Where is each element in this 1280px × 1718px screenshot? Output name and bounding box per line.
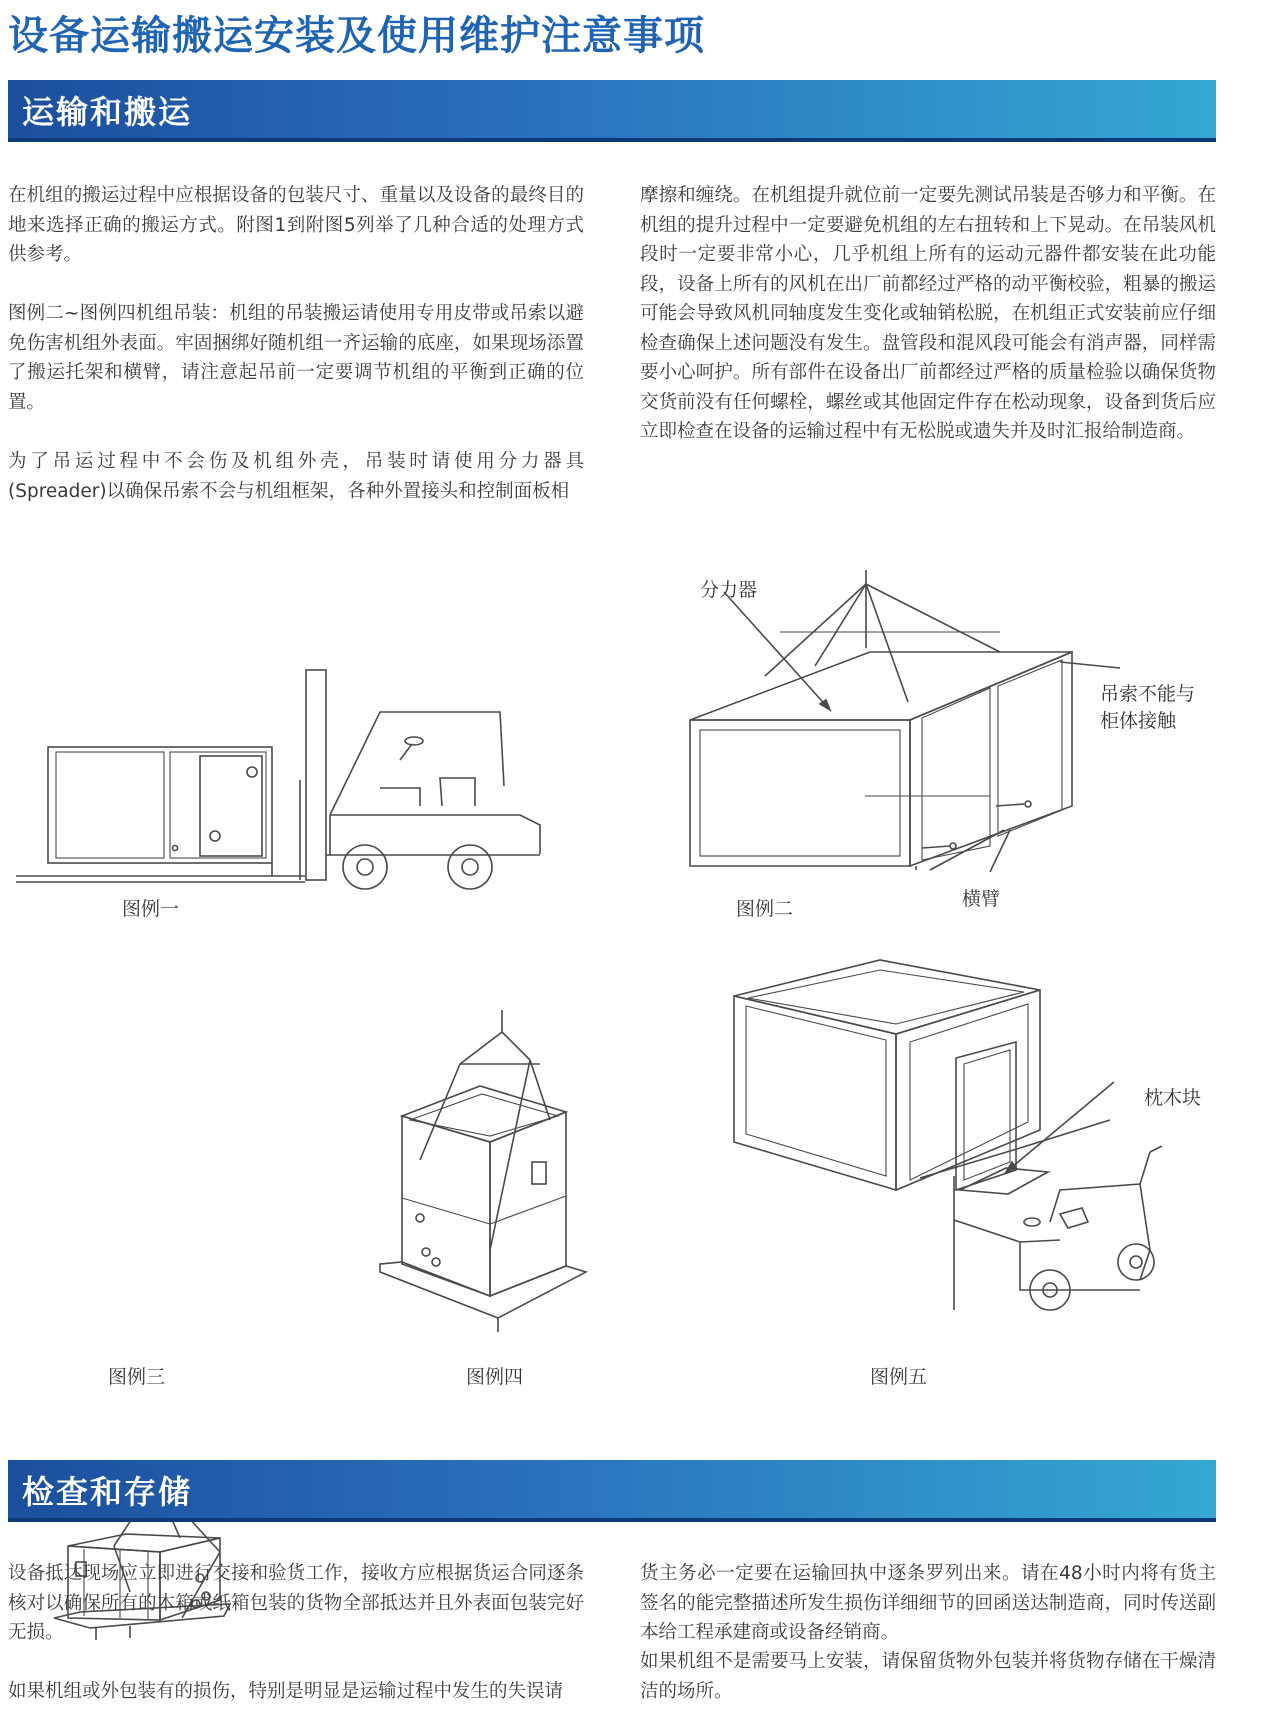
paragraph: 如果机组或外包装有的损伤，特别是明显是运输过程中发生的失误请 [8,1681,564,1702]
label-rope-no-contact-1: 吊索不能与 [1100,683,1196,705]
label-wood-block: 枕木块 [1144,1087,1202,1109]
figure-1-caption: 图例一 [122,898,180,920]
figure-5-caption: 图例五 [870,1366,928,1388]
label-crossarm: 横臂 [962,888,1001,910]
figure-4-caption: 图例四 [466,1366,524,1388]
section-title: 检查和存储 [22,1473,193,1511]
figure-5-large-unit-forklift-illustration [720,950,1220,1370]
figure-4-tall-unit-hoisting-illustration [360,1000,600,1340]
section-title: 运输和搬运 [22,93,193,131]
paragraph: 为了吊运过程中不会伤及机组外壳，吊装时请使用分力器具(Spreader)以确保吊索不会与机组框架，各种外置接头和控制面板相 [8,451,584,502]
page-title: 设备运输搬运安装及使用维护注意事项 [8,13,705,59]
paragraph: 货主务必一定要在运输回执中逐条罗列出来。请在48小时内将有货主签名的能完整描述所发生损伤详细细节的回函送达制造商，同时传送副本给工程承建商或设备经销商。 [640,1563,1216,1643]
figure-2-caption: 图例二 [736,898,794,920]
paragraph: 如果机组不是需要马上安装，请保留货物外包装并将货物存储在干燥清洁的场所。 [640,1651,1216,1702]
figure-1-forklift-illustration [0,640,560,900]
label-spreader: 分力器 [700,579,758,601]
paragraph: 在机组的搬运过程中应根据设备的包装尺寸、重量以及设备的最终目的地来选择正确的搬运方式。附图1到附图5列举了几种合适的处理方式供参考。 [8,185,584,265]
section-header-transport [8,80,1216,142]
label-rope-no-contact-2: 柜体接触 [1100,710,1177,732]
paragraph: 摩擦和缠绕。在机组提升就位前一定要先测试吊装是否够力和平衡。在机组的提升过程中一定要避免机组的左右扭转和上下晃动。在吊装风机段时一定要非常小心，几乎机组上所有的运动元器件都安装在此功能段，设备上所有的风机在出厂前都经过严格的动平衡校验，粗暴的搬运可能会导致风机同轴度发生变化或轴销松脱，在机组正式安装前应仔细检查确保上述问题没有发生。盘管段和混风段可能会有消声器，同样需要小心呵护。所有部件在设备出厂前都经过严格的质量检验以确保货物交货前没有任何螺栓，螺丝或其他固定件存在松动现象，设备到货后应立即检查在设备的运输过程中有无松脱或遗失并及时汇报给制造商。 [640,185,1216,442]
figure-3-caption: 图例三 [108,1366,166,1388]
paragraph: 图例二~图例四机组吊装：机组的吊装搬运请使用专用皮带或吊索以避免伤害机组外表面。牢固捆绑好随机组一齐运输的底座，如果现场添置了搬运托架和横臂，请注意起吊前一定要调节机组的平衡到正确的位置。 [8,303,584,413]
section-header-inspection [8,1460,1216,1522]
paragraph: 设备抵达现场应立即进行交接和验货工作，接收方应根据货运合同逐条核对以确保所有的木箱或纸箱包装的货物全部抵达并且外表面包装完好无损。 [8,1563,584,1643]
